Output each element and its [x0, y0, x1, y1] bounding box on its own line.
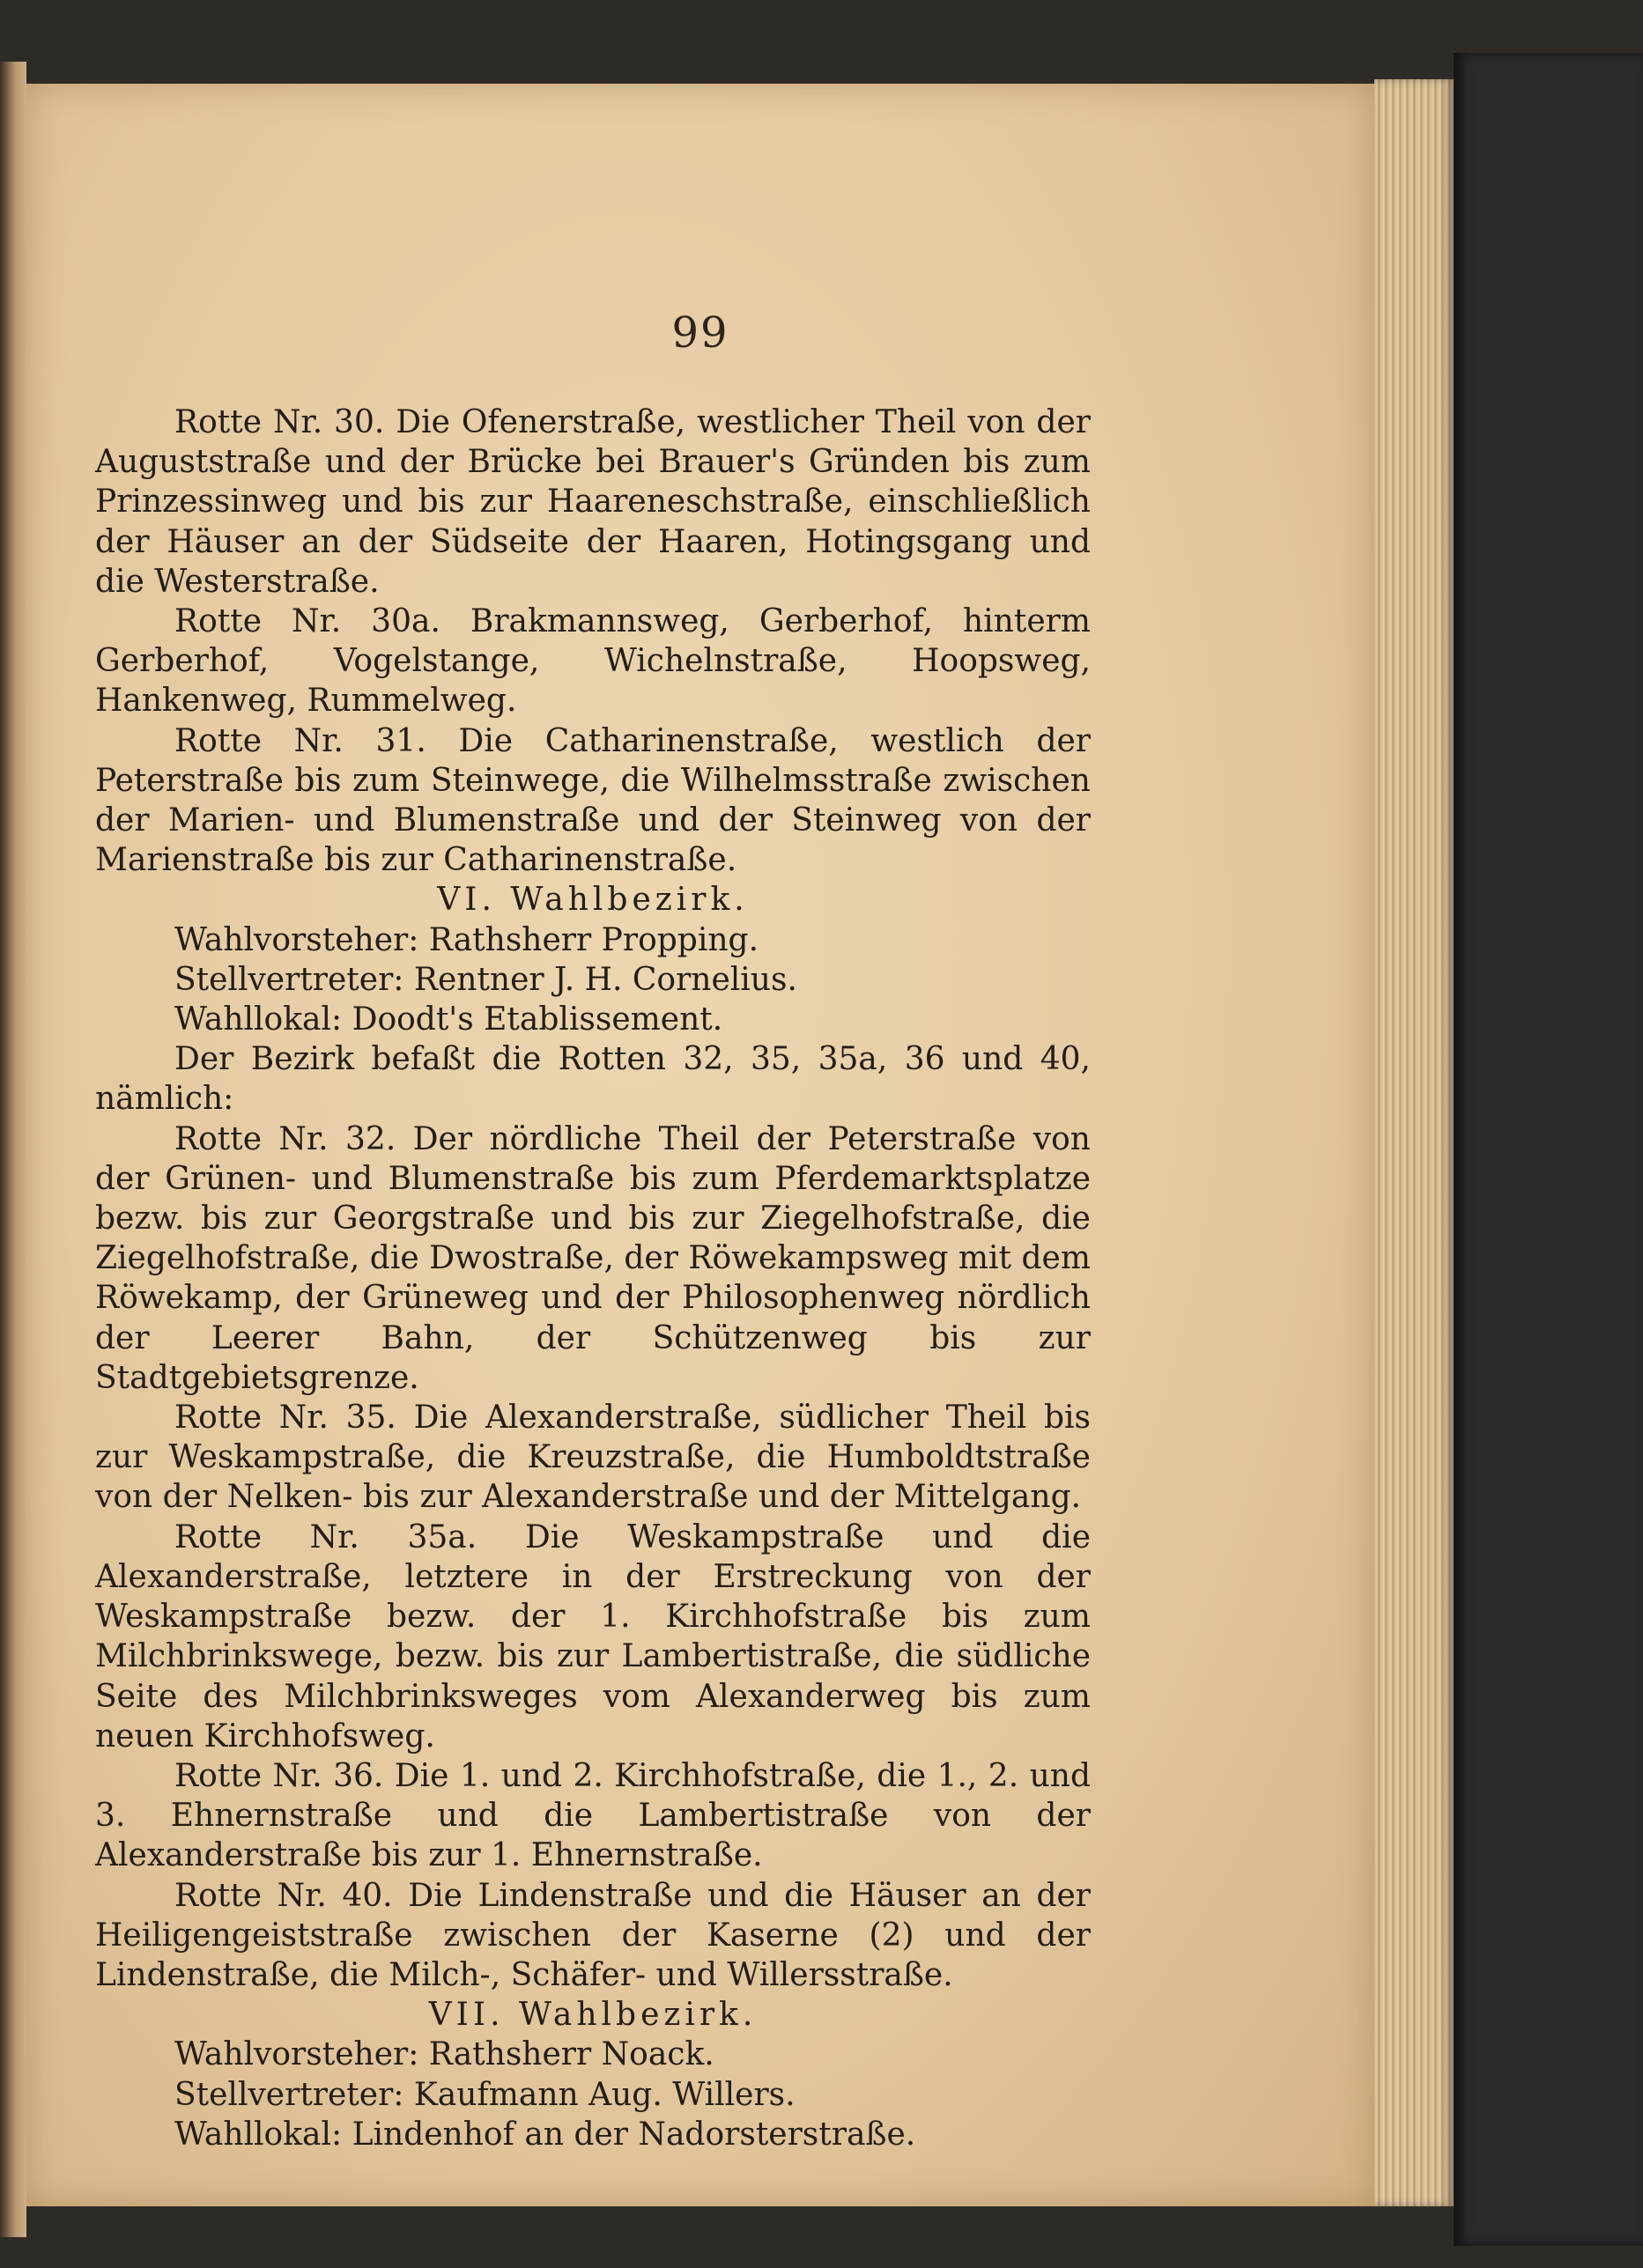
- bezirk-summary-vi: Der Bezirk befaßt die Rotten 32, 35, 35a, 36 und 40, nämlich:: [95, 1041, 1091, 1118]
- paragraph-rotte-30a: Rotte Nr. 30a. Brakmannsweg, Gerberhof, hinterm Gerberhof, Vogelstange, Wichelnstraße, Hoopsweg, Hankenweg, Rummelweg.: [95, 603, 1091, 720]
- stellvertreter-vii: Stellvertreter: Kaufmann Aug. Willers.: [174, 2076, 796, 2113]
- page-edges: [1374, 79, 1454, 2206]
- paragraph-rotte-35a: Rotte Nr. 35a. Die Weskampstraße und die Alexanderstraße, letztere in der Erstreckung von der Weskampstraße bezw. der 1. Kirchhofstraße bis zum Milchbrinkswege, bezw. bis zur Lambertistraße, die südliche Seite des Milchbrinksweges vom Alexanderweg bis zum neuen Kirchhofsweg.: [95, 1518, 1091, 1755]
- wahlvorsteher-vii: Wahlvorsteher: Rathsherr Noack.: [174, 2036, 714, 2073]
- book-page: [26, 84, 1374, 2206]
- wahllokal-vii: Wahllokal: Lindenhof an der Nadorsterstraße.: [174, 2116, 916, 2153]
- wahllokal-vi: Wahllokal: Doodt's Etablissement.: [174, 1001, 723, 1038]
- paragraph-rotte-36: Rotte Nr. 36. Die 1. und 2. Kirchhofstraße, die 1., 2. und 3. Ehnernstraße und die Lambertistraße von der Alexanderstraße bis zur 1. Ehnernstraße.: [95, 1757, 1091, 1874]
- stellvertreter-vi: Stellvertreter: Rentner J. H. Cornelius.: [174, 961, 797, 998]
- page-number: 99: [671, 308, 729, 358]
- page-text: [95, 403, 1091, 2154]
- heading-wahlbezirk-vi: VI. Wahlbezirk.: [437, 882, 749, 919]
- book-cover: [1454, 53, 1643, 2246]
- left-page-edge: [0, 62, 26, 2237]
- wahlvorsteher-vi: Wahlvorsteher: Rathsherr Propping.: [174, 921, 759, 958]
- paragraph-rotte-35: Rotte Nr. 35. Die Alexanderstraße, südlicher Theil bis zur Weskampstraße, die Kreuzstraße, die Humboldtstraße von der Nelken- bis zur Alexanderstraße und der Mittelgang.: [95, 1400, 1091, 1516]
- paragraph-rotte-32: Rotte Nr. 32. Der nördliche Theil der Peterstraße von der Grünen- und Blumenstraße bis zum Pferdemarktsplatze bezw. bis zur Georgstraße und bis zur Ziegelhofstraße, die Ziegelhofstraße, die Dwostraße, der Röwekampsweg mit dem Röwekamp, der Grüneweg und der Philosophenweg nördlich der Leerer Bahn, der Schützenweg bis zur Stadtgebietsgrenze.: [95, 1120, 1091, 1396]
- paragraph-rotte-40: Rotte Nr. 40. Die Lindenstraße und die Häuser an der Heiligengeiststraße zwischen der Kaserne (2) und der Lindenstraße, die Milch-, Schäfer- und Willersstraße.: [95, 1877, 1091, 1993]
- heading-wahlbezirk-vii: VII. Wahlbezirk.: [428, 1997, 758, 2034]
- paragraph-rotte-30: Rotte Nr. 30. Die Ofenerstraße, westlicher Theil von der Auguststraße und der Brücke bei Brauer's Gründen bis zum Prinzessinweg und bis zur Haareneschstraße, einschließlich der Häuser an der Südseite der Haaren, Hotingsgang und die Westerstraße.: [95, 404, 1091, 600]
- paragraph-rotte-31: Rotte Nr. 31. Die Catharinenstraße, westlich der Peterstraße bis zum Steinwege, die Wilhelmsstraße zwischen der Marien- und Blumenstraße und der Steinweg von der Marienstraße bis zur Catharinenstraße.: [95, 722, 1091, 879]
